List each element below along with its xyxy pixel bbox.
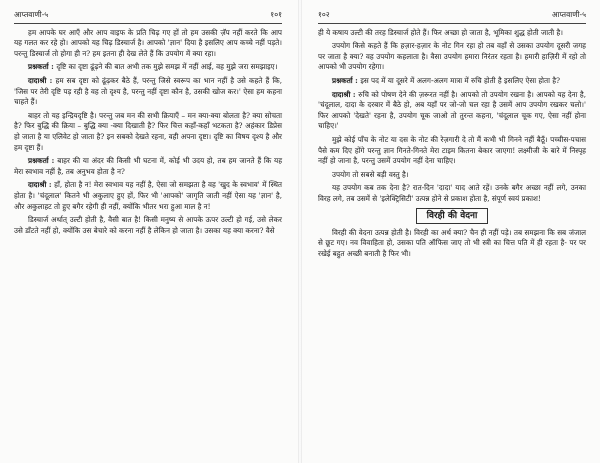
speaker-label: दादाश्री : [332, 89, 359, 99]
paragraph [14, 76, 282, 108]
paragraph [318, 135, 586, 167]
paragraph-text: इस पद में या दूसरे में अलग-अलग मात्रा में रुचि होती है इसलिए ऐसा होता है? [360, 75, 560, 85]
paragraph [318, 90, 586, 132]
left-page-header [14, 10, 282, 24]
paragraph-text: उपयोग तो सबसे बड़ी वस्तु है। [332, 169, 409, 179]
right-page-after-section [318, 228, 586, 260]
right-page-number: १०२ [318, 10, 330, 19]
right-page [304, 0, 600, 463]
paragraph-text: डिस्चार्ज अर्थात् उल्टी होती है, वैसी बात है! किसी मनुष्य से आपके ऊपर उल्टी हो गई, उसे लेकर उसे डाँटते नहीं हो, क्योंकि उस बेचारे को करना नहीं है लेकिन हो जाता है। उसका यह क्या करना? वैसे [14, 215, 282, 235]
paragraph-text: यह उपयोग कब तक देना है? रात-दिन 'दादा' याद आते रहें। उनके बगैर अच्छा नहीं लगे, उनका विरह लगे, तब उसमें से 'इलेक्ट्रिसिटी' उत्पन्न होने से प्रकाश होता है, संपूर्ण स्वयं प्रकाश! [318, 183, 586, 203]
paragraph [318, 170, 586, 181]
left-page-body [14, 28, 282, 237]
book-gutter [298, 0, 302, 463]
paragraph-text: हम सब दृष्टा को ढूंढ़कर बैठे हैं, परन्तु जिसे स्वरूप का भान नहीं है उसे कहते हैं कि, 'जिस पर तेरी दृष्टि पड़ रही है वह तो दृश्य है, परन्तु नहीं दृष्टा कौन है, उसकी खोज कर।' ऐसा हम कहना चाहते हैं। [14, 75, 282, 107]
paragraph-text: दृष्टि का दृष्टा ढूंढ़ने की बात अभी तक मुझे समझ में नहीं आई, वह मुझे जरा समझाइए। [56, 62, 278, 72]
speaker-label: प्रश्नकर्ता : [28, 156, 58, 166]
paragraph [14, 156, 282, 177]
paragraph-text: विरही की वेदना उत्पन्न होती है। विरही का अर्थ क्या? चैन ही नहीं पड़े। तब समझना कि सब जंजाल से छूट गए। नव विवाहिता हो, उसका पति ऑफिस जाए तो भी स्त्री का चित्त पति में ही रहता है- पर पर रखेई बहुत अच्छी बनाती है फिर भी। [318, 227, 586, 258]
left-running-title: आप्तवाणी-५ [14, 10, 49, 19]
paragraph [14, 215, 282, 236]
paragraph-text: हम आपके घर आएँ और आप वाइफ के प्रति चिढ़ गए हों तो हम उसकी ज़ॅप नहीं करते कि आप यह गलत कर रहे हो। आपको यह चिढ़ डिस्चार्ज है। आपको 'ज्ञान' दिया है इसलिए आप कच्चे नहीं पड़ते। परन्तु डिस्चार्ज तो होगा ही न? हम इतना ही देख लेते हैं कि उपयोग में क्या रहा। [14, 27, 282, 58]
speaker-label: दादाश्री : [28, 180, 55, 190]
left-page [0, 0, 296, 463]
speaker-label: प्रश्नकर्ता : [28, 62, 57, 72]
right-page-header [318, 10, 586, 24]
right-running-title: आप्तवाणी-५ [551, 10, 586, 19]
left-page-number: १०१ [270, 10, 282, 19]
paragraph [318, 228, 586, 260]
speaker-label: प्रश्नकर्ता : [332, 75, 361, 85]
right-page-body [318, 28, 586, 205]
paragraph [318, 28, 586, 39]
section-title: विरही की वेदना [416, 208, 489, 224]
paragraph [318, 76, 586, 87]
paragraph [14, 111, 282, 153]
paragraph-text: बाहर की या अंदर की किसी भी घटना में, कोई भी उदय हो, तब हम जानते हैं कि यह मेरा स्वभाव नहीं है, तब अनुभव होता है न? [14, 156, 283, 176]
paragraph-text: मुझे कोई पाँच के नोट या दस के नोट की रेज़गारी दे तो मैं कभी भी गिनने नहीं बैठूँ। पच्चीस-पचास पैसे कम दिए होंगे परन्तु ज्ञान गिनते-गिनते मेरा टाइम कितना बेकार जाएगा! लक्ष्मीजी के बारे में निस्पृह नहीं हो जाना है, परन्तु उसमें उपयोग नहीं देना चाहिए। [318, 134, 586, 166]
paragraph [14, 180, 282, 212]
paragraph-text: हाँ, होता है न! मेरा स्वभाव यह नहीं है, ऐसा जो समझता है वह 'खुद के स्वभाव' में स्थित होता है। 'चंदूलाल' कितने भी अकुलाए हुए हों, फिर भी 'आपको' जागृति जाती नहीं ऐसा यह 'ज्ञान' है, और अकुलाहट तो हुए बगैर रहेगी ही नहीं, क्योंकि भीतर भरा हुआ माल है न! [14, 180, 283, 211]
paragraph [318, 183, 586, 204]
paragraph [318, 41, 586, 73]
paragraph-text: रुचि को पोषण देने की ज़रूरत नहीं है। आपको तो उपयोग रखना है। आपको यह देना है, 'चंदूलाल, दादा के दरबार में बैठे हो, अब यहाँ पर जो-जो चल रहा है उसमें आप उपयोग रखकर चलो।' फिर आपको 'देखते' रहना है, उपयोग चूक जाओ तो तुरन्त कहना, 'चंदूलाल चूक गए, ऐसा नहीं होना चाहिए।' [318, 89, 586, 131]
section-heading-box [318, 208, 586, 224]
paragraph-text: उपयोग किसे कहते हैं कि हज़ार-हज़ार के नोट गिन रहा हो तब वहाँ से उसका उपयोग दूसरी जगह पर जाता है क्या? वह उपयोग कहलाता है। वैसा उपयोग हमारा निरंतर रहता है। हमारी हाज़िरी में रहो तो आपको भी उपयोग रहेगा। [318, 41, 586, 72]
paragraph [14, 62, 282, 73]
paragraph-text: बाहर तो यह इन्द्रियदृष्टि है। परन्तु जब मन की सभी क्रियाएँ – मन क्या-क्या बोलता है? क्या सोचता है? फिर बुद्धि की क्रिया – बुद्धि क्या -क्या दिखाती है? फिर चित्त कहाँ-कहाँ भटकता है? अहंकार डिप्रेस हो जाता है या एलिवेट हो जाता है? इन सबको देखते रहना, वही अपना दृष्टा। दृष्टि का विषय दृश्य है और हम दृष्टा हैं। [14, 110, 282, 152]
paragraph-text: ही ये कषाय उल्टी की तरह डिस्चार्ज होते हैं। फिर अच्छा हो जाता है, भूमिका शुद्ध होती जाती है। [318, 27, 563, 37]
speaker-label: दादाश्री : [28, 75, 56, 85]
paragraph [14, 28, 282, 60]
